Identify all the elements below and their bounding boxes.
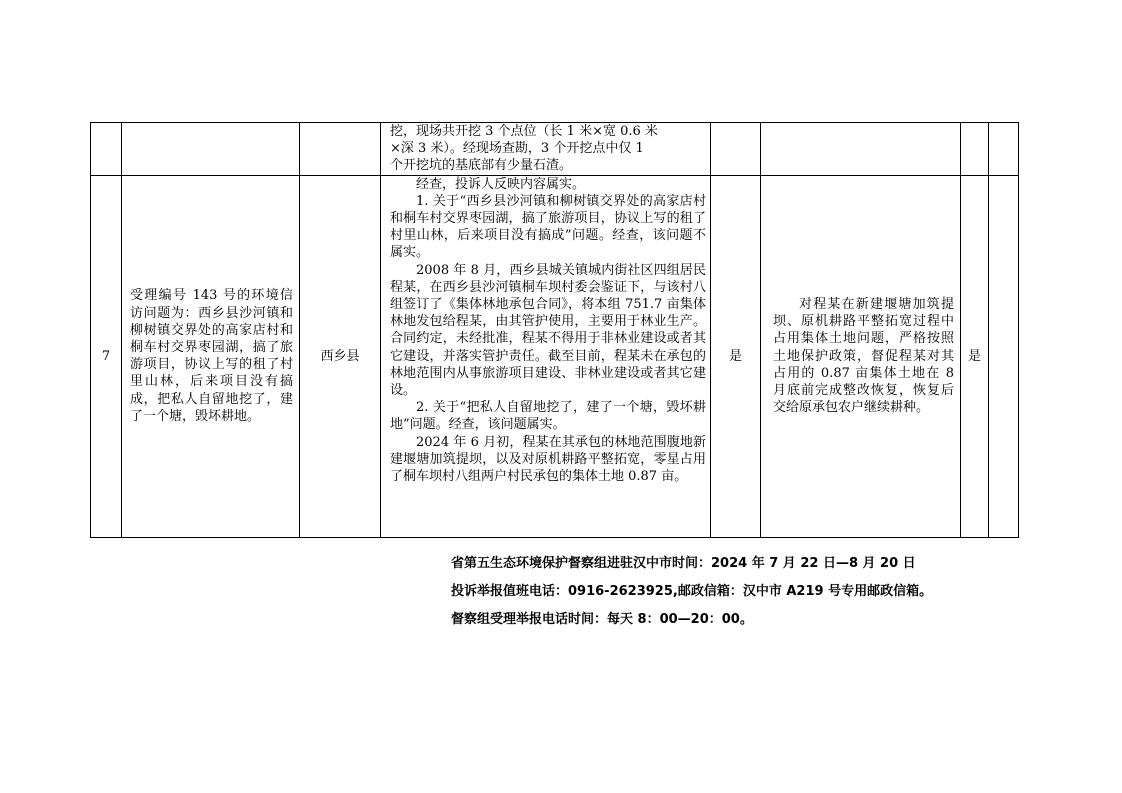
notice-period: 省第五生态环境保护督察组进驻汉中市时间：2024 年 7 月 22 日—8 月 20 日: [451, 556, 916, 571]
issue-description: 受理编号 143 号的环境信访问题为：西乡县沙河镇和柳树镇交界处的高家店村和桐车村交界枣园湖，搞了旅游项目，协议上写的租了村里山林，后来项目没有搞成，把私人自留地挖了，建了一个塘，毁坏耕地。: [122, 175, 300, 537]
investigation-detail: [381, 175, 711, 537]
table-row-continued: [91, 123, 1019, 176]
cell-extra-empty: [989, 123, 1019, 176]
rectified-flag: 是: [961, 175, 989, 537]
detail-paragraph: 2024 年 6 月初，程某在其承包的林地范围腹地新建堰塘加筑提坝，以及对原机耕路平整拓宽，零星占用了桐车坝村八组两户村民承包的集体土地 0.87 亩。: [390, 434, 706, 485]
detail-paragraph: 经查，投诉人反映内容属实。: [416, 176, 586, 192]
cell-confirmed-empty: [711, 123, 761, 176]
detail-line: 挖，现场共开挖 3 个点位（长 1 米×宽 0.6 米: [390, 124, 658, 139]
table-row-7: [91, 175, 1019, 537]
cell-rectified-empty: [961, 123, 989, 176]
cell-county-empty: [300, 123, 381, 176]
county-name: 西乡县: [300, 175, 381, 537]
detail-line: 个开挖坑的基底部有少量石渣。: [390, 158, 573, 174]
notice-hotline: 投诉举报值班电话：0916-2623925,邮政信箱：汉中市 A219 号专用邮政信箱。: [451, 584, 933, 599]
rectification-measures: [761, 175, 961, 537]
detail-paragraph: 2008 年 8 月，西乡县城关镇城内街社区四组居民程某，在西乡县沙河镇桐车坝村委会鉴证下，与该村八组签订了《集体林地承包合同》，将本组 751.7 亩集体林地发包给程某，由其管护使用，主要用于林业生产。合同约定，未经批准，程某不得用于非林业建设或者其它建设，并落实管护责任。截至目前，程某未在承包的林地范围内从事旅游项目建设、非林业建设或者其它建设。: [390, 262, 706, 399]
measures-text: 对程某在新建堰塘加筑提坝、原机耕路平整拓宽过程中占用集体土地问题，严格按照土地保护政策，督促程某对其占用的 0.87 亩集体土地在 8 月底前完成整改恢复，恢复后交给原承包农户继续耕种。: [773, 296, 954, 416]
supervision-notice: [451, 554, 932, 638]
notice-hours: 督察组受理举报电话时间：每天 8：00—20：00。: [451, 612, 753, 627]
cell-issue-empty: [122, 123, 300, 176]
detail-line: ×深 3 米）。经现场查勘，3 个开挖点中仅 1: [390, 141, 644, 157]
cell-detail-continued: [381, 123, 711, 176]
detail-paragraph: 2. 关于“把私人自留地挖了，建了一个塘，毁坏耕地”问题。经查，该问题属实。: [390, 400, 706, 433]
cell-extra-empty: [989, 175, 1019, 537]
complaint-table: [90, 122, 1019, 538]
confirmed-flag: 是: [711, 175, 761, 537]
row-number: 7: [91, 175, 122, 537]
cell-num-empty: [91, 123, 122, 176]
cell-measures-empty: [761, 123, 961, 176]
detail-paragraph: 1. 关于“西乡县沙河镇和柳树镇交界处的高家店村和桐车村交界枣园湖，搞了旅游项目，协议上写的租了村里山林，后来项目没有搞成”问题。经查，该问题不属实。: [390, 193, 706, 261]
